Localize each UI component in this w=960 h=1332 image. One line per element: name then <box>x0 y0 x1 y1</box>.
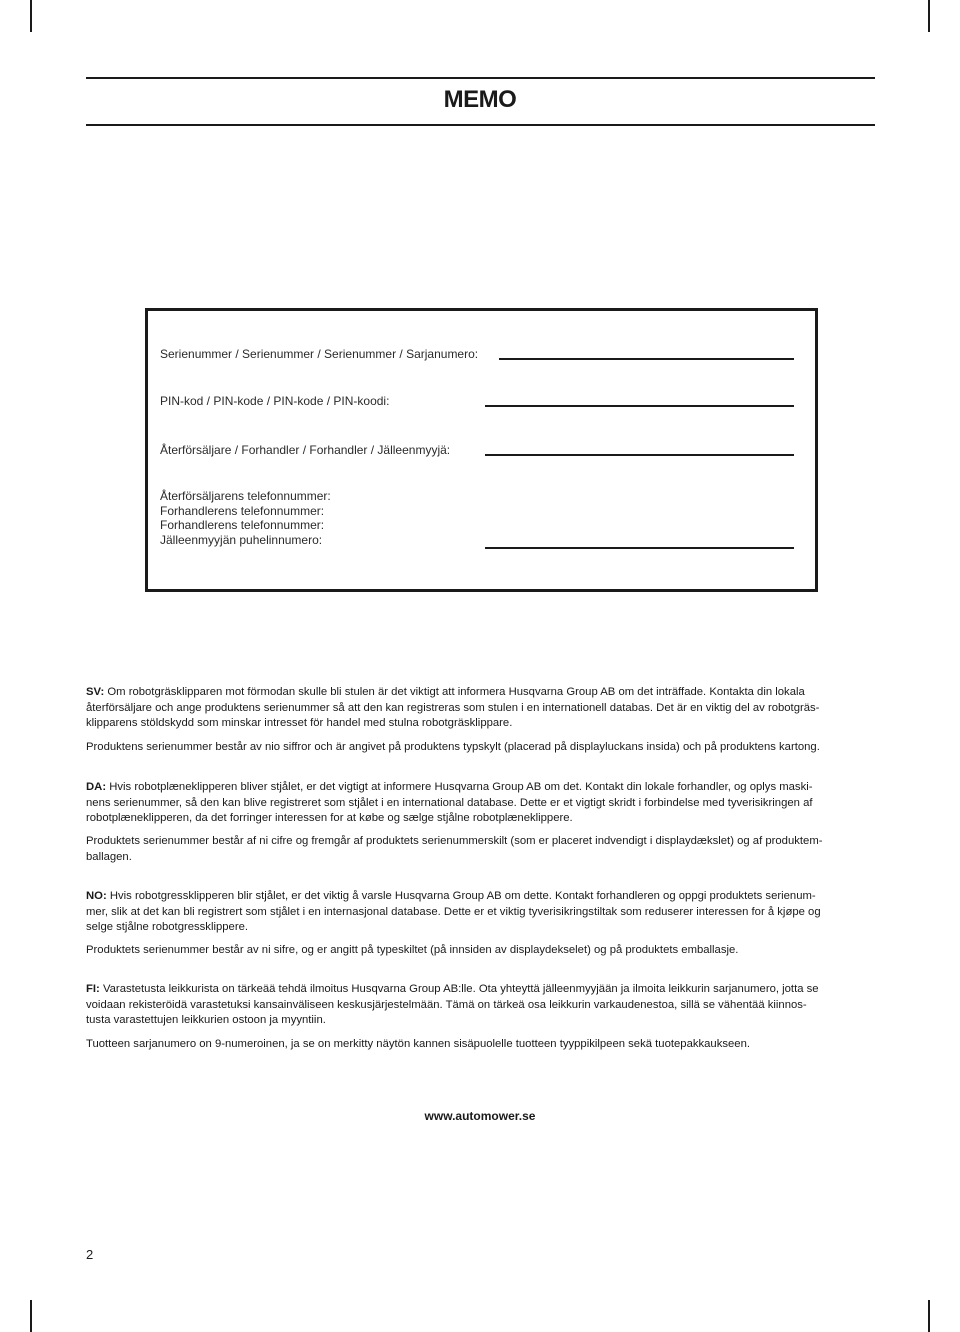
crop-mark <box>30 0 32 32</box>
text-line: Hvis robotgressklipperen blir stjålet, er det viktig å varsle Husqvarna Group AB om dette. Kontakt forhandleren og oppgi produktets serienum- <box>109 890 816 902</box>
text-line: mer, slik at det kan bli registrert som stjålet i en internasjonal database. Dette er et viktig tyverisikringstiltak som reduserer interessen for å kjøpe og <box>86 905 821 918</box>
da-serial-paragraph <box>86 834 886 865</box>
crop-mark <box>928 0 930 32</box>
no-paragraph <box>86 889 886 936</box>
fi-paragraph <box>86 982 886 1029</box>
no-serial-paragraph <box>86 943 886 959</box>
top-rule <box>86 77 875 79</box>
pin-code-field[interactable] <box>485 405 794 407</box>
text-line: klipparens stöldskydd som minskar intresset för handel med stulna robotgräsklippare. <box>86 717 513 730</box>
text-line: ballagen. <box>86 850 132 863</box>
text-line: voidaan rekisteröidä varastetuksi kansainväliseen keskusjärjestelmään. Tämä on tärkeä osa leikkurin varkaudenestoa, sillä se vähentää kiinnos- <box>86 998 807 1011</box>
text-line: återförsäljare och ange produktens serienummer så att den kan registreras som stulen i en internationell databas. Det är en viktig del av robotgräs- <box>86 701 820 714</box>
sv-serial-paragraph <box>86 740 886 756</box>
text-line: tusta varastettujen leikkurien ostoon ja myyntiin. <box>86 1014 326 1027</box>
serial-number-field[interactable] <box>499 358 794 360</box>
lang-code: NO: <box>86 890 107 902</box>
dealer-phone-label: Jälleenmyyjän puhelinnumero: <box>160 532 323 547</box>
text-line: Produktets serienummer består af ni cifre og fremgår af produktets serienummerskilt (som er placeret indvendigt i displaydækslet) og af produktem- <box>86 835 823 847</box>
website-link[interactable]: www.automower.se <box>424 1109 536 1123</box>
text-line: Om robotgräsklipparen mot förmodan skulle bli stulen är det viktigt att informera Husqvarna Group AB om det inträffade. Kontakta din lokala <box>107 686 805 698</box>
page-number: 2 <box>86 1247 94 1262</box>
crop-mark <box>928 1300 930 1332</box>
title-rule <box>86 124 875 126</box>
text-line: Produktens serienummer består av nio siffror och är angivet på produktens typskylt (placerad på displayluckans insida) och på produktens kartong. <box>86 741 820 753</box>
serial-number-label: Serienummer / Serienummer / Serienummer / Sarjanumero: <box>160 347 479 361</box>
dealer-phone-label: Forhandlerens telefonnummer: <box>160 503 325 518</box>
text-line: selge stjålne robotgressklippere. <box>86 921 249 934</box>
text-line: nens serienummer, så den kan blive registreret som stjålet i en international database. Dette er et vigtigt skridt i forbindelse med tyverisikringen af <box>86 796 813 809</box>
text-line: robotplæneklipperen, da det forringer interessen for at købe og sælge stjålne robotplæneklippere. <box>86 812 573 825</box>
dealer-field[interactable] <box>485 454 794 456</box>
dealer-phone-label: Forhandlerens telefonnummer: <box>160 518 325 532</box>
dealer-phone-label: Återförsäljarens telefonnummer: <box>160 489 331 503</box>
sv-paragraph <box>86 685 886 732</box>
text-line: Varastetusta leikkurista on tärkeää tehdä ilmoitus Husqvarna Group AB:lle. Ota yhteyttä jälleenmyyjään ja ilmoita leikkurin sarjanumero, jotta se <box>102 983 819 995</box>
da-paragraph <box>86 780 886 827</box>
lang-code: DA: <box>86 781 107 793</box>
lang-code: FI: <box>86 983 100 995</box>
dealer-phone-field[interactable] <box>485 547 794 549</box>
crop-mark <box>30 1300 32 1332</box>
text-line: Hvis robotplæneklipperen bliver stjålet, er det vigtigt at informere Husqvarna Group AB om det. Kontakt din lokale forhandler, og oplys maski- <box>109 781 813 793</box>
text-line: Tuotteen sarjanumero on 9-numeroinen, ja se on merkitty näytön kannen sisäpuolelle tuotteen tyyppikilpeen sekä tuotepakkaukseen. <box>86 1038 750 1050</box>
pin-code-label: PIN-kod / PIN-kode / PIN-kode / PIN-koodi: <box>160 394 390 408</box>
lang-code: SV: <box>86 686 105 698</box>
dealer-label: Återförsäljare / Forhandler / Forhandler / Jälleenmyyjä: <box>160 443 451 457</box>
page-title: MEMO <box>443 86 517 113</box>
text-line: Produktets serienummer består av ni sifre, og er angitt på typeskiltet (på innsiden av displaydekselet) og på produktets emballasje. <box>86 944 739 956</box>
fi-serial-paragraph <box>86 1037 886 1053</box>
